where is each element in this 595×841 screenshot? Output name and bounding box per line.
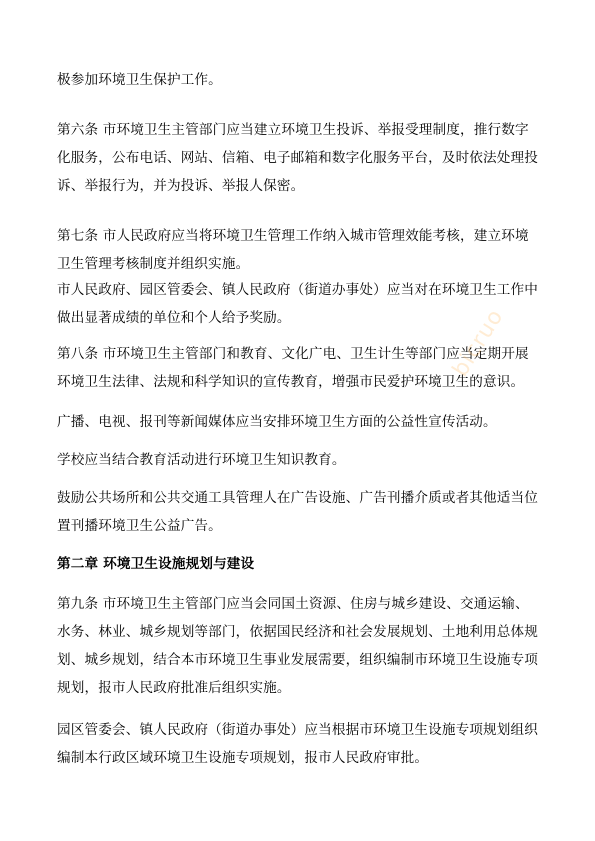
text-line: 学校应当结合教育活动进行环境卫生知识教育。	[57, 452, 346, 468]
paragraph-article-6	[57, 116, 543, 200]
text-line: 诉、举报行为，并为投诉、举报人保密。	[57, 178, 305, 194]
text-line: 园区管委会、镇人民政府（街道办事处）应当根据市环境卫生设施专项规划组织	[57, 722, 539, 738]
text-line: 第九条 市环境卫生主管部门应当会同国土资源、住房与城乡建设、交通运输、	[57, 596, 529, 612]
text-line: 鼓励公共场所和公共交通工具管理人在广告设施、广告刊播介质或者其他适当位	[57, 490, 539, 506]
text-line: 环境卫生法律、法规和科学知识的宣传教育，增强市民爱护环境卫生的意识。	[57, 374, 525, 390]
watermark: bicruo	[448, 304, 509, 382]
text-line: 第七条 市人民政府应当将环境卫生管理工作纳入城市管理效能考核，建立环境	[57, 228, 529, 244]
text-line: 卫生管理考核制度并组织实施。	[57, 256, 250, 272]
text-line: 第六条 市环境卫生主管部门应当建立环境卫生投诉、举报受理制度，推行数字	[57, 122, 529, 138]
paragraph-rewards	[57, 276, 543, 332]
text-line: 第八条 市环境卫生主管部门和教育、文化广电、卫生计生等部门应当定期开展	[57, 346, 529, 362]
text-line: 编制本行政区域环境卫生设施专项规划，报市人民政府审批。	[57, 750, 429, 766]
text-line: 规划，报市人民政府批准后组织实施。	[57, 680, 291, 696]
text-line: 化服务，公布电话、网站、信箱、电子邮箱和数字化服务平台，及时依法处理投	[57, 150, 539, 166]
text-line: 水务、林业、城乡规划等部门，依据国民经济和社会发展规划、土地利用总体规	[57, 624, 539, 640]
text-line: 划、城乡规划，结合本市环境卫生事业发展需要，组织编制市环境卫生设施专项	[57, 652, 539, 668]
paragraph-public-ads	[57, 484, 543, 540]
paragraph-article-7	[57, 222, 543, 278]
text-line: 做出显著成绩的单位和个人给予奖励。	[57, 310, 291, 326]
paragraph-article-9	[57, 590, 543, 702]
chapter-title: 第二章 环境卫生设施规划与建设	[57, 556, 255, 572]
text-line: 置刊播环境卫生公益广告。	[57, 518, 222, 534]
paragraph-media	[57, 408, 543, 436]
paragraph-schools	[57, 446, 543, 474]
text-line: 市人民政府、园区管委会、镇人民政府（街道办事处）应当对在环境卫生工作中	[57, 282, 539, 298]
paragraph-article-8	[57, 340, 543, 396]
text-line: 广播、电视、报刊等新闻媒体应当安排环境卫生方面的公益性宣传活动。	[57, 414, 497, 430]
paragraph-continuation	[57, 66, 543, 94]
text-line: 极参加环境卫生保护工作。	[57, 72, 222, 88]
chapter-heading	[57, 550, 543, 578]
paragraph-district-planning	[57, 716, 543, 772]
